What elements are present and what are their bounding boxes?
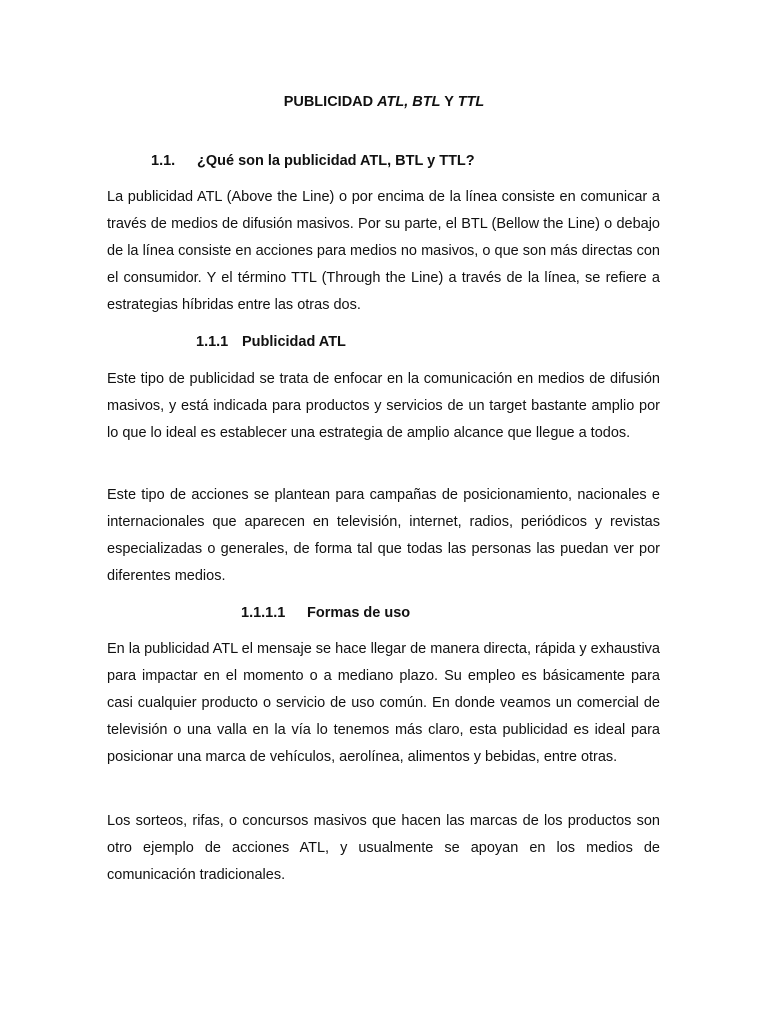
paragraph-atl-campaigns: Este tipo de acciones se plantean para campañas de posicionamiento, nacionales e internacionales que aparecen en televisión, internet, radios, periódicos y revistas especializadas o generales, de forma tal que todas las personas las puedan ver por diferentes medios. [107,487,660,584]
section-heading-1-1-1-1 [241,603,410,623]
section-number-1-1-1: 1.1.1 [196,334,229,350]
section-heading-1-1-1 [196,332,346,352]
section-title-1-1-1-1: Formas de uso [307,605,411,621]
paragraph-intro: La publicidad ATL (Above the Line) o por encima de la línea consiste en comunicar a través de medios de difusión masivos. Por su parte, el BTL (Bellow the Line) o debajo de la línea consiste en acciones para medios no masivos, o que son más directas con el consumidor. Y el término TTL (Through the Line) a través de la línea, se refiere a estrategias híbridas entre las otras dos. [107,189,660,313]
title-y: Y [440,94,458,110]
section-number-1-1-1-1: 1.1.1.1 [241,605,286,621]
section-number-1-1: 1.1. [151,153,176,169]
title-ttl: TTL [457,94,485,110]
section-title-1-1-1: Publicidad ATL [242,334,346,350]
section-heading-1-1 [151,151,475,171]
title-atl-btl: ATL, BTL [377,94,441,110]
document-title [0,92,768,112]
title-prefix: PUBLICIDAD [283,94,378,110]
paragraph-sorteos: Los sorteos, rifas, o concursos masivos que hacen las marcas de los productos son otro ejemplo de acciones ATL, y usualmente se apoyan en los medios de comunicación tradicionales. [107,813,660,883]
section-title-1-1: ¿Qué son la publicidad ATL, BTL y TTL? [197,153,475,169]
paragraph-formas-de-uso: En la publicidad ATL el mensaje se hace llegar de manera directa, rápida y exhaustiva para impactar en el momento o a mediano plazo. Su empleo es básicamente para casi cualquier producto o servicio de uso común. En donde veamos un comercial de televisión o una valla en la vía lo tenemos más claro, esta publicidad es ideal para posicionar una marca de vehículos, aerolínea, alimentos y bebidas, entre otras. [107,641,660,765]
paragraph-atl-description: Este tipo de publicidad se trata de enfocar en la comunicación en medios de difusión masivos, y está indicada para productos y servicios de un target bastante amplio por lo que lo ideal es establecer una estrategia de amplio alcance que llegue a todos. [107,371,660,441]
